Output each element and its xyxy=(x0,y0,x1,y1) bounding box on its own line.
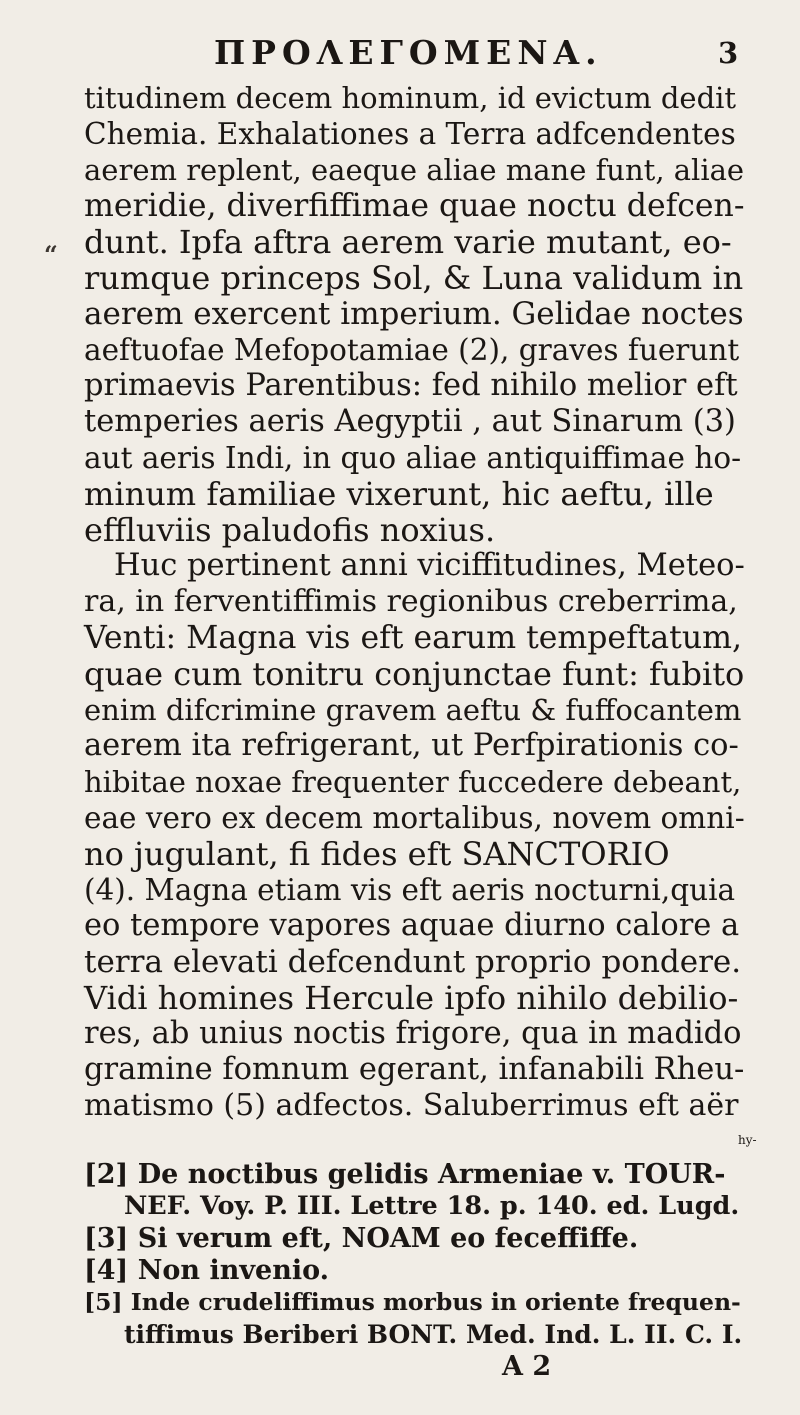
text-line: titudinem decem hominum, id evictum dedit xyxy=(84,81,737,115)
text-line: hibitae noxae frequenter fuccedere debeant, xyxy=(84,765,742,799)
text-line: Venti: Magna vis eft earum tempeftatum, xyxy=(84,620,742,656)
footnote-line: NEF. Voy. P. III. Lettre 18. p. 140. ed. Lugd. xyxy=(124,1191,740,1221)
text-line: Vidi homines Hercule ipfo nihilo debilio- xyxy=(84,979,739,1017)
signature-mark: A 2 xyxy=(502,1351,552,1382)
text-line: eae vero ex decem mortalibus, novem omni- xyxy=(84,801,745,835)
text-line: ra, in ferventiffimis regionibus creberrima, xyxy=(84,584,738,619)
text-line: dunt. Ipfa aftra aerem varie mutant, eo- xyxy=(84,223,732,261)
text-line: terra elevati defcendunt proprio pondere. xyxy=(84,944,742,980)
footnote-line: [5] Inde crudeliffimus morbus in oriente frequen- xyxy=(84,1288,741,1316)
text-line: aut aeris Indi, in quo aliae antiquiffimae ho- xyxy=(84,441,742,475)
text-line: res, ab unius noctis frigore, qua in madido xyxy=(84,1016,742,1051)
footnote-line: [2] De noctibus gelidis Armeniae v. TOUR- xyxy=(84,1159,726,1190)
text-line: meridie, diverfiffimae quae noctu defcen- xyxy=(84,188,745,224)
text-line: no jugulant, fi fides eft SANCTORIO xyxy=(84,835,670,873)
footnote-line: tiffimus Beriberi BONT. Med. Ind. L. II. C. I. xyxy=(124,1320,743,1349)
text-line: matismo (5) adfectos. Saluberrimus eft aër xyxy=(84,1088,739,1123)
text-line: eo tempore vapores aquae diurno calore a xyxy=(84,908,740,943)
text-line: (4). Magna etiam vis eft aeris nocturni,quia xyxy=(84,873,736,907)
text-line: enim difcrimine gravem aeftu & fuffocantem xyxy=(84,693,742,727)
page-number: 3 xyxy=(718,36,739,70)
catchword: hy- xyxy=(738,1133,757,1147)
text-line: aerem replent, eaeque aliae mane funt, aliae xyxy=(84,153,745,187)
running-head xyxy=(0,30,800,72)
text-line: Chemia. Exhalationes a Terra adfcendentes xyxy=(84,117,736,151)
running-head-title: ΠΡΟΛΕΓΟΜΕΝΑ. xyxy=(214,33,603,72)
margin-mark: “ xyxy=(44,240,58,269)
text-line: aeftuofae Mefopotamiae (2), graves fuerunt xyxy=(84,333,740,367)
text-line: gramine fomnum egerant, infanabili Rheu- xyxy=(84,1052,745,1087)
footnote-line: [3] Si verum eft, NOAM eo feceffiffe. xyxy=(84,1223,639,1254)
text-line: temperies aeris Aegyptii , aut Sinarum (3) xyxy=(84,404,736,439)
text-line: minum familiae vixerunt, hic aeftu, ille xyxy=(84,475,714,513)
text-line: quae cum tonitru conjunctae funt: fubito xyxy=(84,655,745,693)
footnote-line: [4] Non invenio. xyxy=(84,1255,330,1286)
text-line: rumque princeps Sol, & Luna validum in xyxy=(84,259,744,297)
text-line: effluviis paludofis noxius. xyxy=(84,511,496,549)
text-line: Huc pertinent anni viciffitudines, Meteo- xyxy=(114,548,745,583)
text-line: aerem exercent imperium. Gelidae noctes xyxy=(84,296,744,332)
text-line: primaevis Parentibus: fed nihilo melior eft xyxy=(84,368,738,403)
text-line: aerem ita refrigerant, ut Perfpirationis co- xyxy=(84,728,739,763)
